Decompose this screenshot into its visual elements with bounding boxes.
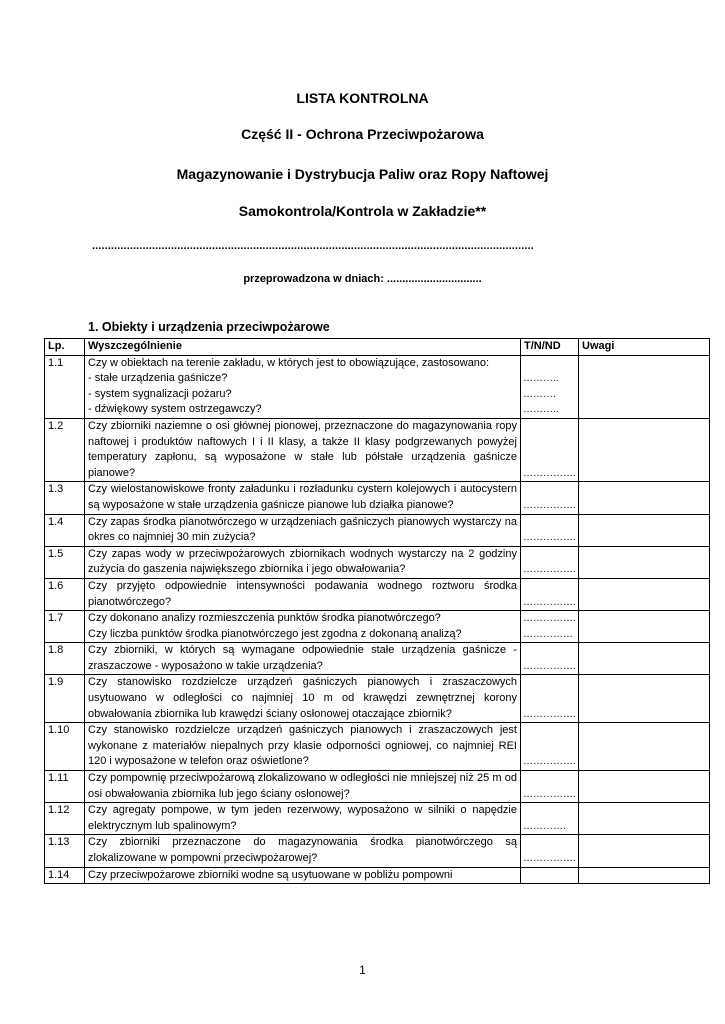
answer-placeholder: ……….. [523,373,559,385]
description-line: Czy zapas wody w przeciwpożarowych zbiornikach wodnych wystarczy na 2 godziny zużycia do gaszenia największego zbiornika i jego obwałowania? [88,547,517,576]
description-line: Czy przeciwpożarowe zbiorniki wodne są usytuowane w pobliżu pompowni [88,868,453,881]
header-tnnd: T/N/ND [521,339,579,356]
checklist-rows [45,355,710,884]
page-number: 1 [359,963,366,977]
answer-placeholders [523,851,576,867]
answer-placeholders [523,659,576,675]
row-description [85,482,521,514]
description-line: Czy zbiorniki przeznaczone do magazynowania środka pianotwórczego są zlokalizowane w pompowni przeciwpożarowej? [88,836,517,864]
table-row [45,355,710,418]
description-line: Czy liczba punktów środka pianotwórczego jest zgodna z dokonaną analizą? [88,627,462,640]
description-line: Czy zbiorniki naziemne o osi głównej pionowej, przeznaczone do magazynowania ropy naftowej i produktów naftowych I i II klasy, a także II klasy podgrzewanych powyżej temperatury zapłonu, są wyposażone w stałe lub półstałe urządzenia gaśnicze pianowe? [88,419,517,479]
dotted-fill-line: ............................................................................................................................................ [92,240,534,252]
notes-cell[interactable] [579,514,710,546]
answer-cell[interactable] [521,643,579,675]
row-description [85,355,521,418]
answer-placeholder: ……………. [523,564,576,576]
answer-cell[interactable] [521,355,579,418]
row-number: 1.7 [45,611,85,643]
answer-cell[interactable] [521,514,579,546]
description-line: - system sygnalizacji pożaru? [88,387,232,400]
document-subject: Magazynowanie i Dystrybucja Paliw oraz Ropy Naftowej [176,166,549,182]
description-line: Czy agregaty pompowe, w tym jeden rezerwowy, wyposażono w silniki o napędzie elektrycznym lub spalinowym? [88,804,517,832]
table-row [45,514,710,546]
document-part: Część II - Ochrona Przeciwpożarowa [241,126,484,142]
description-line: - dźwiękowy system ostrzegawczy? [88,403,262,416]
table-row [45,867,710,884]
control-type: Samokontrola/Kontrola w Zakładzie** [238,203,487,219]
answer-cell[interactable] [521,723,579,771]
answer-placeholder: ……………. [523,532,576,544]
answer-placeholders [523,707,576,723]
answer-placeholders [523,371,576,418]
answer-cell[interactable] [521,611,579,643]
notes-cell[interactable] [579,771,710,803]
row-description [85,803,521,835]
description-line: Czy zbiorniki, w których są wymagane odpowiednie stałe urządzenia gaśnicze - zraszaczowe - wyposażono w takie urządzenia? [88,644,517,672]
table-row [45,578,710,610]
checklist-table [44,338,710,884]
table-row [45,803,710,835]
answer-placeholder: …………. [523,820,566,832]
row-number: 1.10 [45,723,85,771]
answer-placeholder: ……………. [523,788,576,800]
answer-placeholder: ……………. [523,708,576,720]
answer-placeholders [523,787,576,803]
row-number: 1.5 [45,546,85,578]
notes-cell[interactable] [579,578,710,610]
description-line: Czy stanowisko rozdzielcze urządzeń gaśniczych pianowych i zraszaczowych usytuowano w odległości co najmniej 10 m od krawędzi zewnętrznej korony obwałowania zbiornika lub krawędzi ściany osłonowej otaczające zbiornik? [88,676,517,720]
answer-placeholders [523,562,576,578]
table-row [45,643,710,675]
header-notes: Uwagi [579,339,710,356]
table-row [45,771,710,803]
row-number: 1.1 [45,355,85,418]
description-line: Czy w obiektach na terenie zakładu, w których jest to obowiązujące, zastosowano: [88,356,490,369]
answer-cell[interactable] [521,546,579,578]
answer-placeholders [523,754,576,770]
row-number: 1.11 [45,771,85,803]
answer-placeholder: ……………. [523,613,576,625]
answer-placeholder: ……….. [523,404,559,416]
answer-placeholder: ……………. [523,467,576,479]
answer-placeholders [523,498,576,514]
description-line: - stałe urządzenia gaśnicze? [88,372,228,385]
answer-placeholder: ……………. [523,853,576,864]
row-description [85,771,521,803]
description-line: Czy stanowisko rozdzielcze urządzeń gaśniczych pianowych i zraszaczowych jest wykonane z materiałów niepalnych przy klasie odporności ogniowej, co najmniej REI 120 i wyposażone w telefon oraz oświetlone? [88,724,517,768]
row-number: 1.6 [45,578,85,610]
table-row [45,418,710,481]
table-row [45,835,710,867]
answer-cell[interactable] [521,675,579,723]
table-header-row [45,339,710,356]
notes-cell[interactable] [579,482,710,514]
answer-placeholder: ……………. [523,756,576,768]
answer-placeholder: ……………. [523,596,576,608]
row-description [85,418,521,481]
section-title: 1. Obiekty i urządzenia przeciwpożarowe [88,320,330,334]
answer-cell[interactable] [521,803,579,835]
description-line: Czy zapas środka pianotwórczego w urządzeniach gaśniczych pianowych wystarczy na okres co najmniej 30 min zużycia? [88,515,517,544]
description-line: Czy dokonano analizy rozmieszczenia punktów środka pianotwórczego? [88,612,441,625]
notes-cell[interactable] [579,418,710,481]
answer-placeholder: ……………. [523,499,576,511]
answer-placeholder: ……………. [523,660,576,672]
answer-placeholders [523,595,576,611]
table-row [45,546,710,578]
notes-cell[interactable] [579,803,710,835]
answer-placeholders [523,819,576,835]
table-row [45,675,710,723]
document-title: LISTA KONTROLNA [296,90,429,106]
row-number: 1.9 [45,675,85,723]
dates-label: przeprowadzona w dniach: ............................... [243,273,482,285]
answer-placeholders [523,466,576,482]
row-description [85,867,521,884]
answer-cell[interactable] [521,418,579,481]
answer-cell[interactable] [521,578,579,610]
answer-cell[interactable] [521,835,579,867]
header-item: Wyszczególnienie [85,339,521,356]
row-description [85,611,521,643]
table-row [45,723,710,771]
notes-cell[interactable] [579,546,710,578]
notes-cell[interactable] [579,867,710,884]
answer-placeholders [523,611,576,642]
notes-cell[interactable] [579,723,710,771]
header-lp: Lp. [45,339,85,356]
row-number: 1.4 [45,514,85,546]
table-row [45,482,710,514]
description-line: Czy pompownię przeciwpożarową zlokalizowano w odległości nie mniejszej niż 25 m od osi obwałowania zbiornika lub jego ściany osłonowej? [88,772,517,800]
description-line: Czy wielostanowiskowe fronty załadunku i rozładunku cystern kolejowych i autocystern są wyposażone w stałe urządzenia gaśnicze pianowe lub działka pianowe? [88,483,517,511]
row-description [85,723,521,771]
answer-cell[interactable] [521,867,579,884]
row-description [85,546,521,578]
row-number: 1.8 [45,643,85,675]
notes-cell[interactable] [579,675,710,723]
row-number: 1.2 [45,418,85,481]
row-number: 1.3 [45,482,85,514]
notes-cell[interactable] [579,611,710,643]
answer-cell[interactable] [521,482,579,514]
notes-cell[interactable] [579,835,710,867]
notes-cell[interactable] [579,355,710,418]
row-description [85,835,521,867]
answer-placeholders [523,530,576,546]
row-number: 1.12 [45,803,85,835]
table-row [45,611,710,643]
row-number: 1.14 [45,867,85,884]
answer-placeholder: ………. [523,388,556,400]
row-description [85,514,521,546]
description-line: Czy przyjęto odpowiednie intensywności podawania wodnego roztworu środka pianotwórczego? [88,579,517,608]
answer-cell[interactable] [521,771,579,803]
notes-cell[interactable] [579,643,710,675]
row-description [85,643,521,675]
answer-placeholder: …………… [523,628,573,640]
row-number: 1.13 [45,835,85,867]
row-description [85,578,521,610]
row-description [85,675,521,723]
